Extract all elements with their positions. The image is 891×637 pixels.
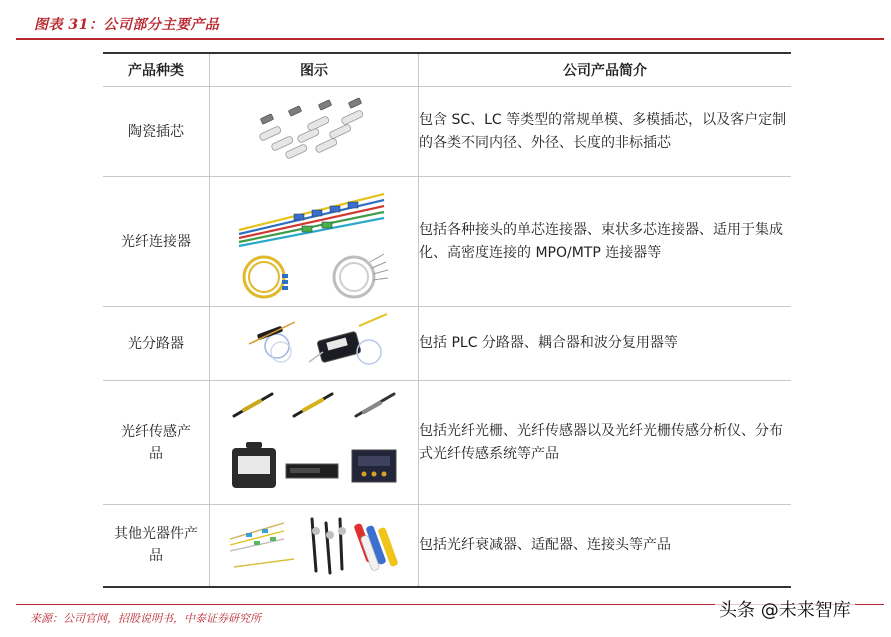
row-desc-optical-splitter: 包括 PLC 分路器、耦合器和波分复用器等	[419, 307, 792, 381]
figure-title: 图表 31：公司部分主要产品	[34, 17, 220, 33]
table-row	[103, 505, 791, 587]
fiber-connector-image	[210, 177, 419, 307]
row-name-other-devices-text: 其他光器件产品	[114, 526, 198, 565]
row-desc-fiber-sensing: 包括光纤光栅、光纤传感器以及光纤光栅传感分析仪、分布式光纤传感系统等产品	[419, 381, 792, 505]
table-row	[103, 381, 791, 505]
row-name-ceramic-ferrule: 陶瓷插芯	[103, 87, 210, 177]
table-row	[103, 87, 791, 177]
header-description: 公司产品简介	[419, 53, 792, 87]
products-table	[103, 52, 791, 588]
source-note: 来源：公司官网，招股说明书，中泰证券研究所	[30, 612, 261, 625]
row-desc-ceramic-ferrule: 包含 SC、LC 等类型的常规单模、多模插芯，以及客户定制的各类不同内径、外径、长度的非标插芯	[419, 87, 792, 177]
row-desc-fiber-connector: 包括各种接头的单芯连接器、束状多芯连接器、适用于集成化、高密度连接的 MPO/MTP 连接器等	[419, 177, 792, 307]
watermark-label: 头条 @未来智库	[715, 596, 855, 622]
ceramic-ferrule-image	[210, 87, 419, 177]
optical-splitter-image	[210, 307, 419, 381]
title-rule	[16, 38, 884, 40]
row-name-other-devices	[103, 505, 210, 587]
fiber-sensing-image	[210, 381, 419, 505]
header-illustration: 图示	[210, 53, 419, 87]
row-name-optical-splitter: 光分路器	[103, 307, 210, 381]
row-desc-other-devices: 包括光纤衰减器、适配器、连接头等产品	[419, 505, 792, 587]
row-name-fiber-sensing-text: 光纤传感产品	[121, 423, 191, 462]
table-row	[103, 177, 791, 307]
table-row	[103, 307, 791, 381]
other-devices-image	[210, 505, 419, 587]
header-category: 产品种类	[103, 53, 210, 87]
row-name-fiber-sensing	[103, 381, 210, 505]
table-header-row	[103, 53, 791, 87]
row-name-fiber-connector: 光纤连接器	[103, 177, 210, 307]
